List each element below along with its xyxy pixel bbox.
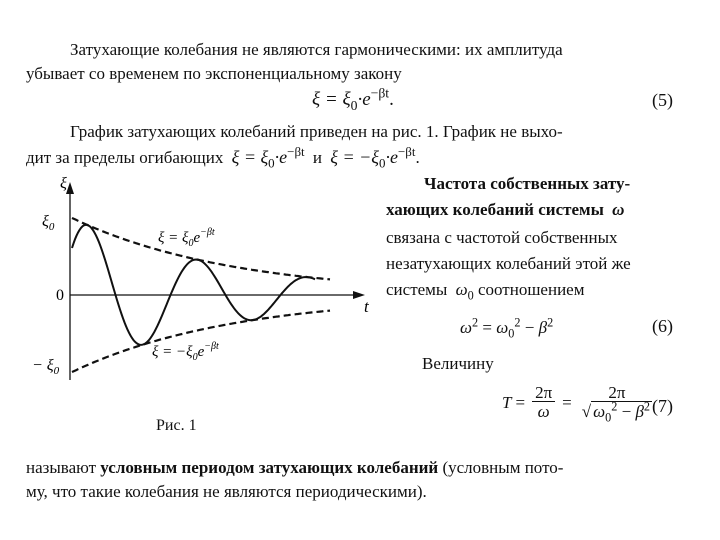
equation-5 [312,85,394,113]
eq5-exp-base: ·e [357,89,371,110]
eq7-T: T [502,392,512,412]
xi0-label: $\xi_0$ [42,213,55,233]
y-axis-arrow [66,182,74,194]
graph-text-period: . [415,148,420,167]
envelope-1-exp-base: ·e [274,147,288,167]
eq6-beta-sup: 2 [547,315,554,330]
bottom-start: называют [26,458,97,477]
eq6-beta: β [538,318,548,337]
envelope-1: ξ = ξ [231,147,269,167]
right-text-line-5-start: системы [386,280,448,299]
eq5-period: . [389,89,394,110]
eq5-sub: 0 [350,97,358,113]
eq5-xi0: = ξ [324,89,351,110]
graph-text-and: и [312,148,323,167]
eq7-beta: β [635,402,644,421]
omega0-sub: 0 [467,288,474,303]
eq7-num-1: 2π [532,384,555,402]
eq7-num-2: 2π [605,384,628,402]
right-text-bold: хающих колебаний системы [386,200,604,219]
right-text-line-5 [386,278,584,302]
eq7-omega0-sup: 2 [611,399,618,414]
figure-caption: Рис. 1 [156,417,197,434]
bottom-bold-term: условным периодом затухающих колебаний [100,458,439,477]
graph-text-line-1: График затухающих колебаний приведен на рис. 1. График не выхо- [70,122,563,141]
equation-7-number: (7) [652,396,673,416]
eq6-omega: ω [460,318,473,337]
graph-text-start: дит за пределы огибающих [26,148,224,167]
eq5-xi: ξ [312,89,321,110]
equation-6 [460,316,553,340]
eq5-exponent: −βt [370,85,390,101]
envelope-2-exp-base: ·e [385,147,398,167]
equation-7 [502,383,658,425]
right-text-line-5-end: соотношением [477,280,585,299]
intro-line-1: Затухающие колебания не являются гармоническими: их амплитуда [70,40,563,59]
right-text-line-3: связана с частотой собственных [386,228,618,247]
eq6-equals: = [482,318,492,337]
eq6-omega0: ω [496,318,509,337]
eq7-fraction-1 [532,384,555,421]
upper-envelope-label: $\xi = \xi_0e^{-\beta t}$ [158,227,215,249]
velichinu-label: Величину [422,354,494,373]
eq6-minus: − [524,318,535,337]
intro-line-2: убывает со временем по экспоненциальному закону [26,64,402,83]
eq7-omega0: ω [593,402,606,421]
bottom-line-1 [26,456,563,480]
equation-5-number: (5) [652,90,673,110]
eq6-omega0-sub: 0 [508,326,515,341]
damped-oscillation-figure [20,170,380,440]
eq6-omega-sup: 2 [472,315,479,330]
omega-symbol: ω [612,200,625,219]
t-axis-label: t [364,297,369,316]
eq7-beta-sup: 2 [643,399,651,414]
lower-envelope-label: $\xi = -\xi_0e^{-\beta t}$ [152,341,219,363]
eq7-equals-1: = [515,392,526,412]
eq7-den-1: ω [537,402,550,421]
y-axis-label: ξ [60,175,67,192]
lower-envelope-curve [72,311,330,372]
eq7-minus: − [621,402,632,421]
eq7-fraction-2 [579,383,655,425]
eq7-den-2 [579,399,655,425]
bottom-line-2: му, что такие колебания не являются периодическими). [26,482,427,501]
equation-6-number: (6) [652,316,673,336]
eq6-omega0-sup: 2 [514,315,521,330]
envelope-1-exponent: −βt [287,144,305,159]
omega0-symbol: ω [455,280,468,299]
eq7-equals-2: = [562,392,572,412]
eq7-omega0-sub: 0 [605,410,612,425]
graph-text-line-2 [26,145,420,170]
sqrt-sign: √ [581,402,592,421]
right-text-line-4: незатухающих колебаний этой же [386,254,631,273]
envelope-1-sub: 0 [268,155,275,171]
neg-xi0-label: − $\xi_0$ [32,357,60,377]
envelope-2: ξ = −ξ [330,147,379,167]
bottom-end: (условным пото- [442,458,564,477]
zero-label: 0 [56,287,64,304]
right-text-line-1: Частота собственных зату- [424,174,631,193]
envelope-2-exponent: −βt [397,144,416,159]
envelope-2-sub: 0 [378,155,386,171]
right-text-line-2 [386,198,624,222]
